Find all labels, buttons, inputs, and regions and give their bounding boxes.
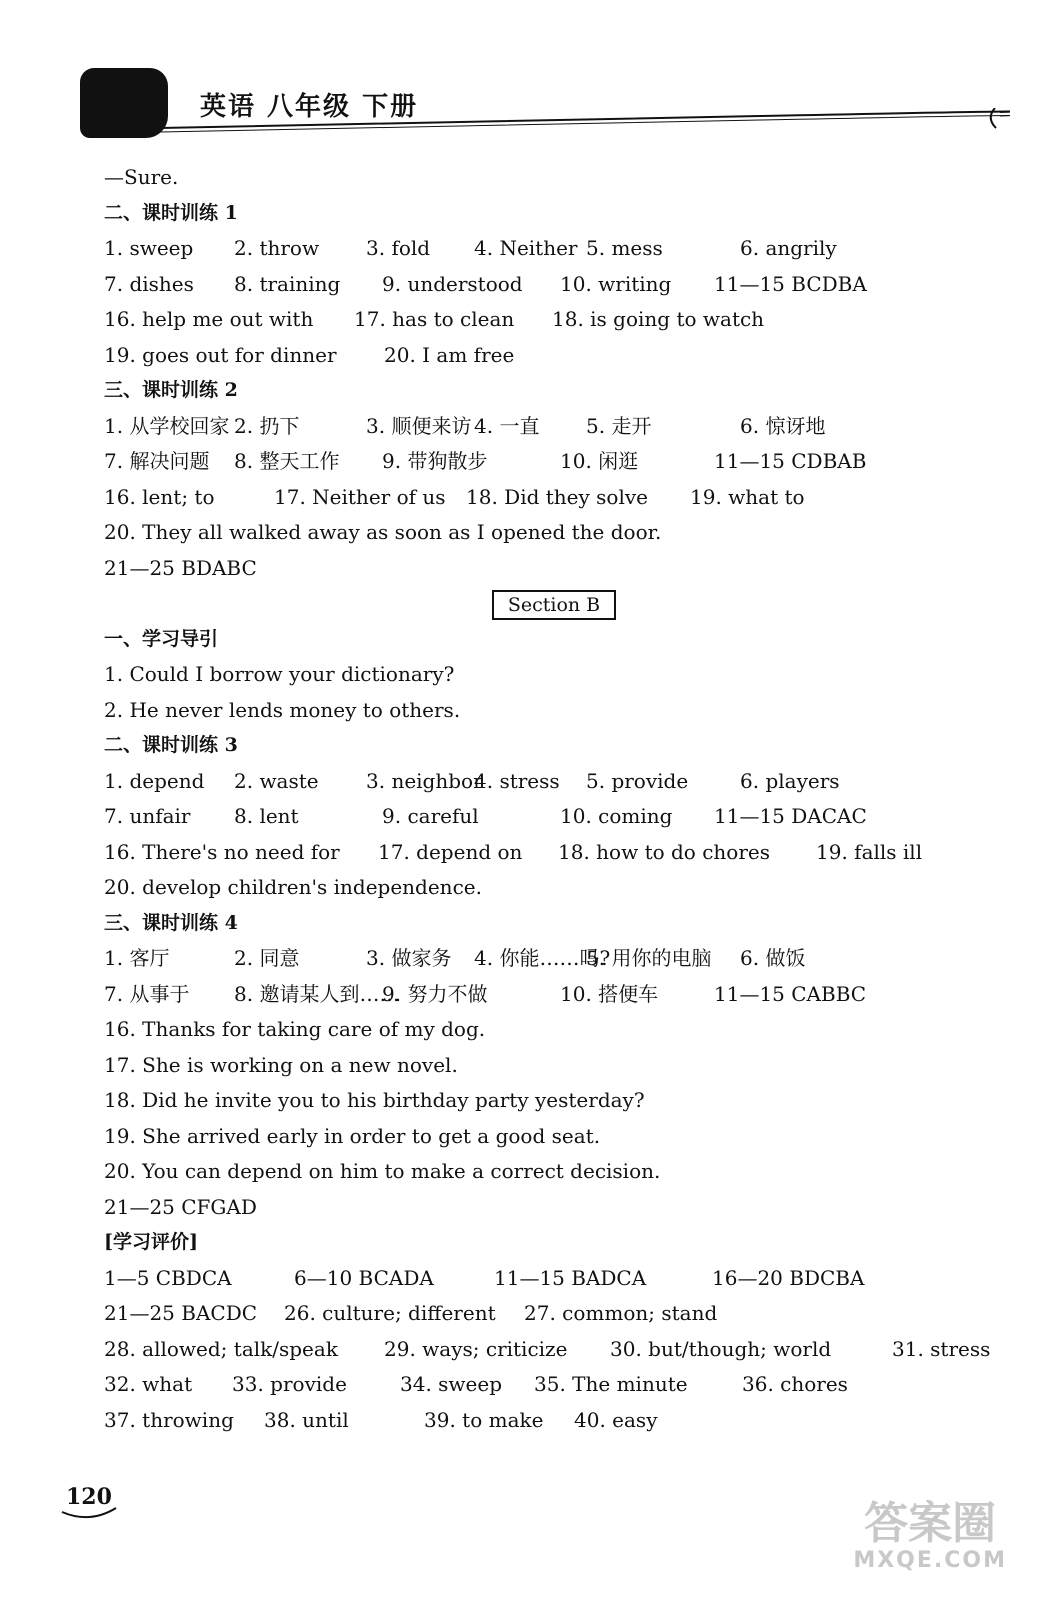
answer-line <box>104 870 1004 906</box>
answer-item: 17. depend on <box>378 839 523 864</box>
answer-line <box>104 515 1004 551</box>
section-heading <box>104 906 1004 942</box>
answer-item: 21—25 CFGAD <box>104 1194 257 1219</box>
section-b-label: Section B <box>492 590 616 620</box>
answer-item: 11—15 DACAC <box>714 804 867 828</box>
section-heading <box>104 728 1004 764</box>
answer-item: 19. falls ill <box>816 839 923 864</box>
answer-item: 16. There's no need for <box>104 839 340 864</box>
answer-item: 9. 努力不做 <box>382 981 488 1006</box>
answer-line <box>104 693 1004 729</box>
answer-line <box>104 977 1004 1013</box>
answer-item: 31. stress <box>892 1336 991 1361</box>
answer-item: 3. neighbor <box>366 768 483 793</box>
answer-line <box>104 1190 1004 1226</box>
answer-item: 9. careful <box>382 804 479 828</box>
answer-item: 17. Neither of us <box>274 484 446 509</box>
answer-item: 2. throw <box>234 236 320 260</box>
heading-text: 二、课时训练 1 <box>104 201 238 224</box>
answer-item: 11—15 BCDBA <box>714 271 867 296</box>
answer-item: 6. angrily <box>740 236 837 260</box>
answer-item: 32. what <box>104 1372 193 1396</box>
answer-item: 1. 从学校回家 <box>104 413 230 438</box>
answer-line <box>104 1119 1004 1155</box>
answer-item: 2. waste <box>234 768 319 793</box>
answer-item: 21—25 BDABC <box>104 555 257 580</box>
answer-item: 17. has to clean <box>354 307 515 331</box>
answer-item: 8. 整天工作 <box>234 449 340 473</box>
answer-line <box>104 551 1004 587</box>
header-ornament <box>80 68 168 138</box>
answer-line <box>104 1296 1004 1332</box>
watermark-logo <box>853 1500 1007 1574</box>
answer-item: 11—15 CABBC <box>714 981 867 1006</box>
answer-line <box>104 267 1004 303</box>
answer-item: 1. depend <box>104 768 205 793</box>
answer-item: 29. ways; criticize <box>384 1336 568 1361</box>
heading-text: 一、学习导引 <box>104 627 219 650</box>
heading-text: 二、课时训练 3 <box>104 734 238 756</box>
answer-item: 10. 闲逛 <box>560 449 639 473</box>
answer-item: 35. The minute <box>534 1372 688 1396</box>
answer-line <box>104 1403 1004 1439</box>
answer-item: 19. goes out for dinner <box>104 342 337 367</box>
answer-item: 5. mess <box>586 236 663 260</box>
answer-item: 3. 做家务 <box>366 946 452 970</box>
answer-line <box>104 1083 1004 1119</box>
answer-item: 7. 解决问题 <box>104 449 210 473</box>
answer-item: 20. You can depend on him to make a correct decision. <box>104 1159 661 1183</box>
answer-item: 33. provide <box>232 1372 347 1396</box>
answer-item: 38. until <box>264 1407 349 1432</box>
answer-item: 4. stress <box>474 768 560 793</box>
answer-line <box>104 1332 1004 1368</box>
answer-item: 1. sweep <box>104 236 194 260</box>
answer-line <box>104 338 1004 374</box>
answer-item: 26. culture; different <box>284 1301 496 1325</box>
answer-line <box>104 835 1004 871</box>
answer-item: 8. training <box>234 271 341 296</box>
answer-item: 7. unfair <box>104 804 191 828</box>
answer-line <box>104 160 1004 196</box>
answer-line <box>104 764 1004 800</box>
section-heading <box>104 196 1004 232</box>
answer-item: 36. chores <box>742 1372 848 1396</box>
answer-item: 6—10 BCADA <box>294 1265 434 1290</box>
watermark-text: 答案圈 <box>864 1498 997 1549</box>
heading-text: [学习评价] <box>104 1231 198 1253</box>
answer-line <box>104 1048 1004 1084</box>
answer-item: 20. They all walked away as soon as I opened the door. <box>104 520 662 544</box>
section-heading <box>104 373 1004 409</box>
answer-line <box>104 799 1004 835</box>
answer-item: 2. 扔下 <box>234 413 300 438</box>
answer-item: 16. Thanks for taking care of my dog. <box>104 1017 486 1041</box>
answer-item: 30. but/though; world <box>610 1336 832 1361</box>
answer-item: 20. develop children's independence. <box>104 875 482 899</box>
answer-item: 34. sweep <box>400 1372 503 1396</box>
page-header <box>0 0 1037 150</box>
answer-item: 19. She arrived early in order to get a good seat. <box>104 1123 601 1148</box>
answer-item: 6. 做饭 <box>740 946 806 970</box>
header-rule <box>160 108 1010 138</box>
answer-item: 4. Neither <box>474 236 578 260</box>
answer-line <box>104 1367 1004 1403</box>
answer-item: 7. 从事于 <box>104 981 190 1006</box>
answer-item: 1—5 CBDCA <box>104 1265 232 1290</box>
answer-item: 19. what to <box>690 484 805 509</box>
answer-item: 40. easy <box>574 1407 658 1432</box>
answer-item: 8. 邀请某人到…… <box>234 981 400 1006</box>
answer-line <box>104 657 1004 693</box>
answer-line <box>104 941 1004 977</box>
watermark-url: MXQE.COM <box>853 1548 1007 1573</box>
answer-item: 21—25 BACDC <box>104 1301 258 1325</box>
answer-item: 1. Could I borrow your dictionary? <box>104 662 455 686</box>
section-heading <box>104 622 1004 658</box>
answer-item: 11—15 BADCA <box>494 1265 647 1290</box>
answer-item: —Sure. <box>104 165 179 189</box>
answer-item: 1. 客厅 <box>104 946 170 970</box>
answer-item: 5. 用你的电脑 <box>586 946 712 970</box>
answer-item: 10. coming <box>560 804 673 828</box>
answer-item: 16—20 BDCBA <box>712 1265 865 1290</box>
answer-item: 6. players <box>740 768 840 793</box>
answer-line <box>104 1261 1004 1297</box>
answer-item: 27. common; stand <box>524 1301 718 1325</box>
answer-item: 7. dishes <box>104 271 194 296</box>
section-label <box>104 586 1004 622</box>
answer-item: 10. 搭便车 <box>560 981 659 1006</box>
answer-item: 28. allowed; talk/speak <box>104 1336 338 1361</box>
answer-item: 16. lent; to <box>104 484 215 509</box>
answer-line <box>104 409 1004 445</box>
answer-line <box>104 302 1004 338</box>
header-title: 英语 八年级 下册 <box>200 92 419 122</box>
answer-line <box>104 231 1004 267</box>
answer-item: 18. Did he invite you to his birthday party yesterday? <box>104 1088 645 1112</box>
heading-text: 三、课时训练 4 <box>104 911 238 934</box>
answer-item: 9. understood <box>382 271 523 296</box>
answer-item: 3. 顺便来访 <box>366 413 472 438</box>
answer-item: 18. how to do chores <box>558 839 770 864</box>
answer-item: 20. I am free <box>384 342 515 367</box>
answer-item: 17. She is working on a new novel. <box>104 1052 458 1077</box>
answer-line <box>104 1012 1004 1048</box>
answer-item: 2. He never lends money to others. <box>104 697 461 722</box>
answer-item: 5. 走开 <box>586 413 652 438</box>
answer-line <box>104 444 1004 480</box>
answer-item: 18. is going to watch <box>552 307 765 331</box>
answer-item: 4. 一直 <box>474 413 540 438</box>
answer-content <box>104 160 1004 1438</box>
answer-item: 6. 惊讶地 <box>740 413 826 438</box>
answer-item: 16. help me out with <box>104 307 314 331</box>
answer-item: 10. writing <box>560 271 672 296</box>
answer-item: 4. 你能……吗? <box>474 946 611 970</box>
answer-item: 8. lent <box>234 804 299 828</box>
answer-item: 2. 同意 <box>234 946 300 970</box>
answer-item: 18. Did they solve <box>466 484 649 509</box>
answer-item: 11—15 CDBAB <box>714 449 867 473</box>
section-heading <box>104 1225 1004 1261</box>
heading-text: 三、课时训练 2 <box>104 379 238 401</box>
answer-item: 37. throwing <box>104 1407 234 1432</box>
answer-item: 3. fold <box>366 236 431 260</box>
answer-item: 9. 带狗散步 <box>382 449 488 473</box>
answer-line <box>104 1154 1004 1190</box>
answer-item: 39. to make <box>424 1407 544 1432</box>
answer-line <box>104 480 1004 516</box>
answer-item: 5. provide <box>586 768 689 793</box>
page-number: 120 <box>66 1484 112 1510</box>
